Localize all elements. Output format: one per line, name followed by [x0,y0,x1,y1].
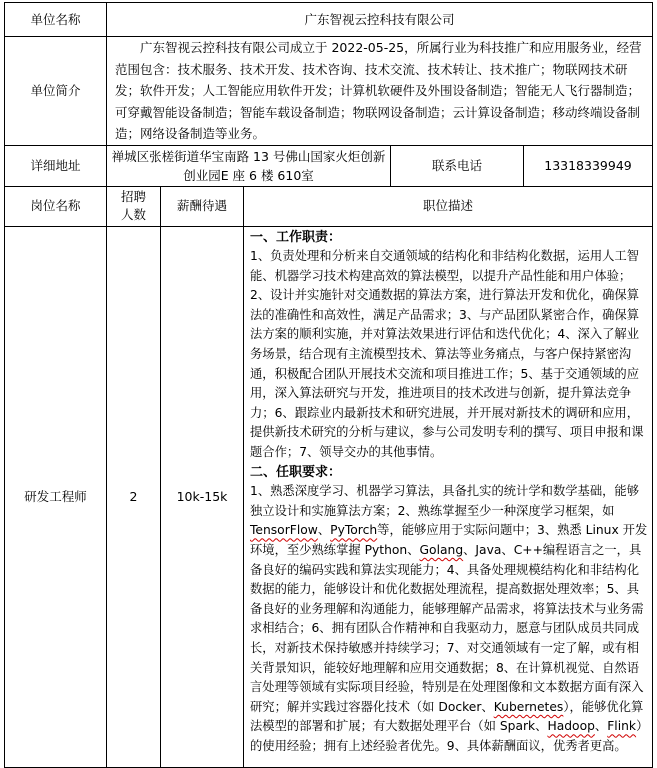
company-intro-label: 单位简介 [5,37,107,146]
req-text: 、 [594,719,608,734]
req-text: ），能够优化算法模型的部署和扩展；有大数据处理平台（如 Spark、 [250,699,644,734]
address-value: 禅城区张槎街道华宝南路 13 号佛山国家火炬创新创业园E 座 6 楼 610室 [107,145,391,186]
requirements-text [250,482,648,756]
job-header-row [5,186,653,226]
header-headcount [107,186,161,226]
address-label: 详细地址 [5,145,107,186]
company-intro-row [5,37,653,146]
company-name-label: 单位名称 [5,3,107,37]
job-posting-table [4,2,653,768]
spellcheck-word: Golang [419,543,464,557]
header-salary: 薪酬待遇 [161,186,244,226]
spellcheck-word: PyTorch [330,523,378,538]
header-headcount-text: 招聘人数 [120,189,146,222]
company-intro-text: 广东智视云控科技有限公司成立于 2022-05-25，所属行业为科技推广和应用服务业，经营范围包含：技术服务、技术开发、技术咨询、技术交流、技术转让、技术推广；物联网技术研发；软件开发；人工智能应用软件开发；计算机软硬件及外围设备制造；智能无人飞行器制造；可穿戴智能设备制造；智能车载设备制造；物联网设备制造；云计算设备制造；移动终端设备制造；网络设备制造等业务。 [107,37,653,146]
duties-text: 1、负责处理和分析来自交通领域的结构化和非结构化数据，运用人工智能、机器学习技术构建高效的算法模型，以提升产品性能和用户体验； 2、设计并实施针对交通数据的算法方案，进行算法开发和优化，确保算法的准确性和高效性，满足产品需求；3、与产品团队紧密合作，确保算法方案的顺利实施，并对算法效果进行评估和迭代优化；4、深入了解业务场景，结合现有主流模型技术、算法等业务痛点，与客户保持紧密沟通，积极配合团队开展技术交流和项目推进工作；5、基于交通领域的应用，深入算法研究与开发，推进项目的技术改进与创新，提升算法竞争力；6、跟踪业内最新技术和研究进展，并开展对新技术的调研和应用，提供新技术研究的分析与建议，参与公司发明专利的撰写、项目申报和课题合作；7、领导交办的其他事情。 [250,249,644,460]
req-text: 等，能够应用于实际问题中；3、熟悉 Linux 开发环境，至少熟练掌握 Python、 [250,523,648,557]
spellcheck-word: Hadoop [547,719,595,734]
req-text: ）的使用经验；拥有上述经验者优先。9、具体薪酬面议，优秀者更高。 [250,719,643,753]
spellcheck-word: TensorFlow [250,523,318,538]
address-row [5,145,653,186]
header-position: 岗位名称 [5,186,107,226]
req-text: 、 [317,523,331,538]
phone-value: 13318339949 [524,145,653,186]
requirements-heading: 二、任职要求： [250,464,342,480]
req-text: 1、熟悉深度学习、机器学习算法，具备扎实的统计学和数学基础，能够独立设计和实施算法方案；2、熟练掌握至少一种深度学习框架，如 [250,484,640,518]
company-name-value: 广东智视云控科技有限公司 [107,3,653,37]
job-row [5,226,653,767]
job-salary: 10k-15k [161,226,244,767]
job-position: 研发工程师 [5,226,107,767]
job-headcount: 2 [107,226,161,767]
spellcheck-word: Flink [607,719,637,734]
req-text: 、Java、C++编程语言之一，具备良好的编码实践和算法实现能力；4、具备处理规模结构化和非结构化数据的能力，能够设计和优化数据处理流程，提高数据处理效率；5、具备良好的业务理解和沟通能力，能够理解产品需求，将算法技术与业务需求相结合；6、拥有团队合作精神和自我驱动力，愿意与团队成员共同成长，对新技术保持敏感并持续学习；7、对交通领域有一定了解，或有相关背景知识，能较好地理解和应用交通数据；8、在计算机视觉、自然语言处理等领域有实际项目经验，特别是在处理图像和文本数据方面有深入研究；解并实践过容器化技术（如 Docker、 [250,543,644,714]
spellcheck-word: Kubernetes [493,699,564,714]
duties-heading: 一、工作职责： [250,229,342,245]
header-description: 职位描述 [244,186,653,226]
job-description [244,226,653,767]
company-name-row [5,3,653,37]
phone-label: 联系电话 [391,145,524,186]
